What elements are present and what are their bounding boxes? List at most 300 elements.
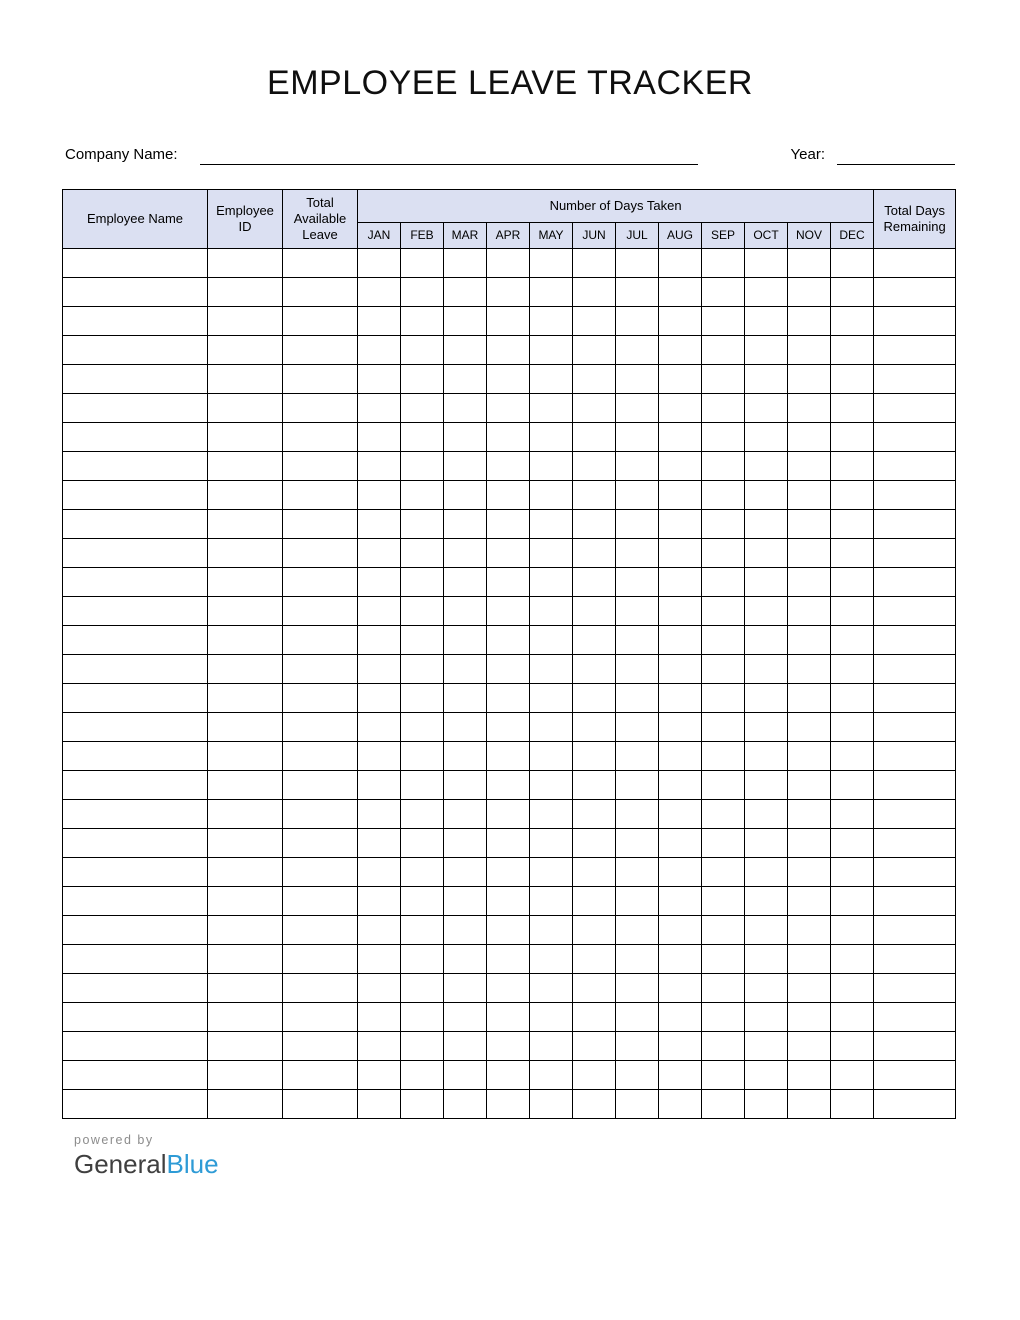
empty-cell[interactable]: [487, 336, 530, 365]
empty-cell[interactable]: [573, 1003, 616, 1032]
empty-cell[interactable]: [401, 1061, 444, 1090]
empty-cell[interactable]: [358, 945, 401, 974]
empty-cell[interactable]: [788, 394, 831, 423]
empty-cell[interactable]: [283, 887, 358, 916]
empty-cell[interactable]: [283, 365, 358, 394]
empty-cell[interactable]: [63, 568, 208, 597]
empty-cell[interactable]: [874, 568, 956, 597]
empty-cell[interactable]: [616, 655, 659, 684]
empty-cell[interactable]: [487, 249, 530, 278]
empty-cell[interactable]: [702, 974, 745, 1003]
empty-cell[interactable]: [358, 684, 401, 713]
empty-cell[interactable]: [788, 887, 831, 916]
empty-cell[interactable]: [487, 394, 530, 423]
empty-cell[interactable]: [401, 278, 444, 307]
empty-cell[interactable]: [401, 887, 444, 916]
empty-cell[interactable]: [208, 800, 283, 829]
empty-cell[interactable]: [444, 307, 487, 336]
empty-cell[interactable]: [487, 423, 530, 452]
empty-cell[interactable]: [401, 945, 444, 974]
empty-cell[interactable]: [788, 713, 831, 742]
empty-cell[interactable]: [283, 452, 358, 481]
empty-cell[interactable]: [358, 394, 401, 423]
empty-cell[interactable]: [874, 626, 956, 655]
empty-cell[interactable]: [573, 336, 616, 365]
empty-cell[interactable]: [63, 887, 208, 916]
empty-cell[interactable]: [487, 771, 530, 800]
empty-cell[interactable]: [573, 307, 616, 336]
empty-cell[interactable]: [745, 1061, 788, 1090]
empty-cell[interactable]: [745, 829, 788, 858]
empty-cell[interactable]: [208, 1090, 283, 1119]
empty-cell[interactable]: [444, 945, 487, 974]
empty-cell[interactable]: [487, 655, 530, 684]
empty-cell[interactable]: [659, 1061, 702, 1090]
empty-cell[interactable]: [616, 481, 659, 510]
empty-cell[interactable]: [358, 423, 401, 452]
empty-cell[interactable]: [659, 336, 702, 365]
empty-cell[interactable]: [702, 336, 745, 365]
empty-cell[interactable]: [444, 771, 487, 800]
empty-cell[interactable]: [831, 307, 874, 336]
empty-cell[interactable]: [745, 945, 788, 974]
empty-cell[interactable]: [659, 1090, 702, 1119]
empty-cell[interactable]: [874, 481, 956, 510]
empty-cell[interactable]: [487, 597, 530, 626]
empty-cell[interactable]: [358, 452, 401, 481]
empty-cell[interactable]: [831, 481, 874, 510]
empty-cell[interactable]: [401, 568, 444, 597]
empty-cell[interactable]: [208, 1061, 283, 1090]
empty-cell[interactable]: [283, 510, 358, 539]
empty-cell[interactable]: [702, 394, 745, 423]
empty-cell[interactable]: [63, 974, 208, 1003]
empty-cell[interactable]: [745, 423, 788, 452]
empty-cell[interactable]: [444, 1032, 487, 1061]
empty-cell[interactable]: [530, 771, 573, 800]
empty-cell[interactable]: [573, 655, 616, 684]
empty-cell[interactable]: [487, 626, 530, 655]
empty-cell[interactable]: [745, 713, 788, 742]
empty-cell[interactable]: [573, 394, 616, 423]
empty-cell[interactable]: [831, 684, 874, 713]
empty-cell[interactable]: [573, 974, 616, 1003]
empty-cell[interactable]: [63, 945, 208, 974]
empty-cell[interactable]: [874, 916, 956, 945]
empty-cell[interactable]: [702, 1090, 745, 1119]
empty-cell[interactable]: [874, 539, 956, 568]
empty-cell[interactable]: [530, 510, 573, 539]
empty-cell[interactable]: [530, 655, 573, 684]
empty-cell[interactable]: [530, 1032, 573, 1061]
empty-cell[interactable]: [702, 626, 745, 655]
empty-cell[interactable]: [745, 278, 788, 307]
empty-cell[interactable]: [788, 597, 831, 626]
empty-cell[interactable]: [659, 858, 702, 887]
empty-cell[interactable]: [659, 684, 702, 713]
empty-cell[interactable]: [831, 249, 874, 278]
empty-cell[interactable]: [573, 1032, 616, 1061]
empty-cell[interactable]: [63, 365, 208, 394]
empty-cell[interactable]: [63, 1061, 208, 1090]
empty-cell[interactable]: [659, 1032, 702, 1061]
empty-cell[interactable]: [616, 510, 659, 539]
empty-cell[interactable]: [702, 742, 745, 771]
empty-cell[interactable]: [401, 539, 444, 568]
year-field[interactable]: [837, 145, 955, 165]
empty-cell[interactable]: [616, 974, 659, 1003]
empty-cell[interactable]: [831, 1090, 874, 1119]
empty-cell[interactable]: [702, 539, 745, 568]
empty-cell[interactable]: [63, 800, 208, 829]
empty-cell[interactable]: [831, 858, 874, 887]
empty-cell[interactable]: [530, 481, 573, 510]
empty-cell[interactable]: [530, 1003, 573, 1032]
empty-cell[interactable]: [702, 568, 745, 597]
empty-cell[interactable]: [745, 655, 788, 684]
empty-cell[interactable]: [63, 626, 208, 655]
empty-cell[interactable]: [874, 452, 956, 481]
empty-cell[interactable]: [444, 597, 487, 626]
empty-cell[interactable]: [573, 1061, 616, 1090]
empty-cell[interactable]: [401, 858, 444, 887]
empty-cell[interactable]: [283, 1032, 358, 1061]
empty-cell[interactable]: [401, 336, 444, 365]
empty-cell[interactable]: [702, 452, 745, 481]
empty-cell[interactable]: [283, 394, 358, 423]
empty-cell[interactable]: [358, 626, 401, 655]
empty-cell[interactable]: [702, 800, 745, 829]
empty-cell[interactable]: [63, 394, 208, 423]
empty-cell[interactable]: [659, 539, 702, 568]
empty-cell[interactable]: [530, 278, 573, 307]
empty-cell[interactable]: [283, 336, 358, 365]
empty-cell[interactable]: [788, 336, 831, 365]
empty-cell[interactable]: [831, 887, 874, 916]
empty-cell[interactable]: [401, 916, 444, 945]
empty-cell[interactable]: [487, 307, 530, 336]
empty-cell[interactable]: [358, 249, 401, 278]
empty-cell[interactable]: [444, 916, 487, 945]
empty-cell[interactable]: [444, 423, 487, 452]
empty-cell[interactable]: [530, 858, 573, 887]
empty-cell[interactable]: [63, 742, 208, 771]
empty-cell[interactable]: [659, 278, 702, 307]
empty-cell[interactable]: [659, 655, 702, 684]
empty-cell[interactable]: [831, 452, 874, 481]
empty-cell[interactable]: [702, 829, 745, 858]
empty-cell[interactable]: [702, 307, 745, 336]
empty-cell[interactable]: [573, 568, 616, 597]
empty-cell[interactable]: [745, 1090, 788, 1119]
empty-cell[interactable]: [283, 655, 358, 684]
empty-cell[interactable]: [616, 249, 659, 278]
empty-cell[interactable]: [745, 771, 788, 800]
empty-cell[interactable]: [659, 510, 702, 539]
empty-cell[interactable]: [487, 742, 530, 771]
empty-cell[interactable]: [788, 684, 831, 713]
empty-cell[interactable]: [487, 974, 530, 1003]
empty-cell[interactable]: [659, 974, 702, 1003]
empty-cell[interactable]: [788, 1032, 831, 1061]
empty-cell[interactable]: [659, 249, 702, 278]
empty-cell[interactable]: [401, 307, 444, 336]
empty-cell[interactable]: [874, 1032, 956, 1061]
empty-cell[interactable]: [283, 713, 358, 742]
empty-cell[interactable]: [831, 800, 874, 829]
empty-cell[interactable]: [63, 597, 208, 626]
empty-cell[interactable]: [573, 365, 616, 394]
empty-cell[interactable]: [283, 916, 358, 945]
empty-cell[interactable]: [659, 800, 702, 829]
empty-cell[interactable]: [530, 1090, 573, 1119]
empty-cell[interactable]: [283, 626, 358, 655]
empty-cell[interactable]: [208, 539, 283, 568]
empty-cell[interactable]: [530, 742, 573, 771]
empty-cell[interactable]: [831, 278, 874, 307]
empty-cell[interactable]: [358, 1061, 401, 1090]
empty-cell[interactable]: [831, 365, 874, 394]
empty-cell[interactable]: [401, 249, 444, 278]
empty-cell[interactable]: [63, 278, 208, 307]
empty-cell[interactable]: [831, 771, 874, 800]
empty-cell[interactable]: [444, 742, 487, 771]
empty-cell[interactable]: [874, 800, 956, 829]
empty-cell[interactable]: [874, 336, 956, 365]
empty-cell[interactable]: [831, 713, 874, 742]
empty-cell[interactable]: [788, 858, 831, 887]
empty-cell[interactable]: [745, 452, 788, 481]
empty-cell[interactable]: [616, 1032, 659, 1061]
empty-cell[interactable]: [702, 771, 745, 800]
empty-cell[interactable]: [444, 1061, 487, 1090]
empty-cell[interactable]: [444, 713, 487, 742]
empty-cell[interactable]: [208, 1003, 283, 1032]
empty-cell[interactable]: [616, 800, 659, 829]
empty-cell[interactable]: [358, 1090, 401, 1119]
empty-cell[interactable]: [788, 945, 831, 974]
empty-cell[interactable]: [874, 945, 956, 974]
empty-cell[interactable]: [283, 278, 358, 307]
empty-cell[interactable]: [616, 626, 659, 655]
empty-cell[interactable]: [208, 481, 283, 510]
empty-cell[interactable]: [874, 423, 956, 452]
empty-cell[interactable]: [874, 713, 956, 742]
empty-cell[interactable]: [788, 568, 831, 597]
empty-cell[interactable]: [444, 452, 487, 481]
empty-cell[interactable]: [63, 771, 208, 800]
empty-cell[interactable]: [831, 1032, 874, 1061]
empty-cell[interactable]: [283, 568, 358, 597]
empty-cell[interactable]: [63, 481, 208, 510]
empty-cell[interactable]: [530, 336, 573, 365]
empty-cell[interactable]: [63, 1032, 208, 1061]
empty-cell[interactable]: [401, 655, 444, 684]
empty-cell[interactable]: [530, 887, 573, 916]
empty-cell[interactable]: [401, 626, 444, 655]
empty-cell[interactable]: [208, 307, 283, 336]
empty-cell[interactable]: [788, 481, 831, 510]
empty-cell[interactable]: [208, 1032, 283, 1061]
empty-cell[interactable]: [573, 684, 616, 713]
empty-cell[interactable]: [573, 858, 616, 887]
empty-cell[interactable]: [702, 1032, 745, 1061]
empty-cell[interactable]: [573, 800, 616, 829]
empty-cell[interactable]: [208, 858, 283, 887]
empty-cell[interactable]: [616, 365, 659, 394]
empty-cell[interactable]: [358, 365, 401, 394]
empty-cell[interactable]: [358, 858, 401, 887]
empty-cell[interactable]: [616, 916, 659, 945]
empty-cell[interactable]: [487, 916, 530, 945]
empty-cell[interactable]: [573, 771, 616, 800]
empty-cell[interactable]: [487, 278, 530, 307]
empty-cell[interactable]: [487, 568, 530, 597]
empty-cell[interactable]: [616, 858, 659, 887]
empty-cell[interactable]: [831, 945, 874, 974]
empty-cell[interactable]: [283, 1061, 358, 1090]
empty-cell[interactable]: [401, 597, 444, 626]
empty-cell[interactable]: [208, 655, 283, 684]
empty-cell[interactable]: [63, 249, 208, 278]
empty-cell[interactable]: [283, 684, 358, 713]
empty-cell[interactable]: [745, 307, 788, 336]
empty-cell[interactable]: [788, 278, 831, 307]
empty-cell[interactable]: [63, 510, 208, 539]
empty-cell[interactable]: [659, 452, 702, 481]
empty-cell[interactable]: [874, 394, 956, 423]
empty-cell[interactable]: [874, 974, 956, 1003]
empty-cell[interactable]: [530, 365, 573, 394]
empty-cell[interactable]: [616, 887, 659, 916]
empty-cell[interactable]: [616, 307, 659, 336]
empty-cell[interactable]: [702, 510, 745, 539]
empty-cell[interactable]: [616, 539, 659, 568]
empty-cell[interactable]: [530, 249, 573, 278]
empty-cell[interactable]: [63, 858, 208, 887]
empty-cell[interactable]: [745, 1032, 788, 1061]
empty-cell[interactable]: [702, 887, 745, 916]
empty-cell[interactable]: [616, 742, 659, 771]
empty-cell[interactable]: [208, 887, 283, 916]
empty-cell[interactable]: [702, 684, 745, 713]
empty-cell[interactable]: [788, 800, 831, 829]
empty-cell[interactable]: [444, 1003, 487, 1032]
empty-cell[interactable]: [63, 336, 208, 365]
empty-cell[interactable]: [659, 481, 702, 510]
empty-cell[interactable]: [401, 394, 444, 423]
empty-cell[interactable]: [283, 829, 358, 858]
empty-cell[interactable]: [659, 307, 702, 336]
empty-cell[interactable]: [208, 568, 283, 597]
empty-cell[interactable]: [63, 916, 208, 945]
empty-cell[interactable]: [444, 278, 487, 307]
empty-cell[interactable]: [616, 278, 659, 307]
empty-cell[interactable]: [659, 771, 702, 800]
empty-cell[interactable]: [530, 568, 573, 597]
empty-cell[interactable]: [874, 510, 956, 539]
empty-cell[interactable]: [573, 742, 616, 771]
empty-cell[interactable]: [616, 597, 659, 626]
empty-cell[interactable]: [573, 626, 616, 655]
empty-cell[interactable]: [63, 1090, 208, 1119]
empty-cell[interactable]: [208, 336, 283, 365]
empty-cell[interactable]: [831, 655, 874, 684]
empty-cell[interactable]: [788, 1090, 831, 1119]
empty-cell[interactable]: [702, 858, 745, 887]
empty-cell[interactable]: [702, 278, 745, 307]
empty-cell[interactable]: [573, 916, 616, 945]
empty-cell[interactable]: [788, 742, 831, 771]
empty-cell[interactable]: [659, 568, 702, 597]
empty-cell[interactable]: [831, 974, 874, 1003]
empty-cell[interactable]: [401, 713, 444, 742]
empty-cell[interactable]: [283, 539, 358, 568]
empty-cell[interactable]: [530, 684, 573, 713]
empty-cell[interactable]: [573, 713, 616, 742]
empty-cell[interactable]: [745, 568, 788, 597]
empty-cell[interactable]: [788, 916, 831, 945]
empty-cell[interactable]: [208, 771, 283, 800]
empty-cell[interactable]: [283, 800, 358, 829]
empty-cell[interactable]: [63, 1003, 208, 1032]
empty-cell[interactable]: [573, 539, 616, 568]
empty-cell[interactable]: [831, 1061, 874, 1090]
empty-cell[interactable]: [573, 452, 616, 481]
empty-cell[interactable]: [659, 626, 702, 655]
empty-cell[interactable]: [530, 945, 573, 974]
empty-cell[interactable]: [530, 539, 573, 568]
empty-cell[interactable]: [702, 423, 745, 452]
empty-cell[interactable]: [831, 742, 874, 771]
empty-cell[interactable]: [283, 742, 358, 771]
empty-cell[interactable]: [659, 394, 702, 423]
empty-cell[interactable]: [788, 365, 831, 394]
empty-cell[interactable]: [208, 452, 283, 481]
empty-cell[interactable]: [616, 713, 659, 742]
empty-cell[interactable]: [401, 974, 444, 1003]
empty-cell[interactable]: [401, 800, 444, 829]
empty-cell[interactable]: [208, 278, 283, 307]
empty-cell[interactable]: [745, 336, 788, 365]
empty-cell[interactable]: [659, 916, 702, 945]
empty-cell[interactable]: [283, 1003, 358, 1032]
empty-cell[interactable]: [745, 626, 788, 655]
empty-cell[interactable]: [63, 684, 208, 713]
empty-cell[interactable]: [616, 423, 659, 452]
empty-cell[interactable]: [874, 684, 956, 713]
empty-cell[interactable]: [788, 1061, 831, 1090]
empty-cell[interactable]: [530, 423, 573, 452]
empty-cell[interactable]: [401, 365, 444, 394]
empty-cell[interactable]: [487, 858, 530, 887]
empty-cell[interactable]: [616, 1003, 659, 1032]
empty-cell[interactable]: [358, 974, 401, 1003]
empty-cell[interactable]: [358, 887, 401, 916]
empty-cell[interactable]: [745, 974, 788, 1003]
empty-cell[interactable]: [63, 829, 208, 858]
empty-cell[interactable]: [616, 771, 659, 800]
empty-cell[interactable]: [745, 481, 788, 510]
empty-cell[interactable]: [358, 1032, 401, 1061]
empty-cell[interactable]: [874, 655, 956, 684]
empty-cell[interactable]: [702, 945, 745, 974]
empty-cell[interactable]: [745, 597, 788, 626]
empty-cell[interactable]: [358, 510, 401, 539]
empty-cell[interactable]: [659, 423, 702, 452]
empty-cell[interactable]: [745, 858, 788, 887]
empty-cell[interactable]: [573, 945, 616, 974]
